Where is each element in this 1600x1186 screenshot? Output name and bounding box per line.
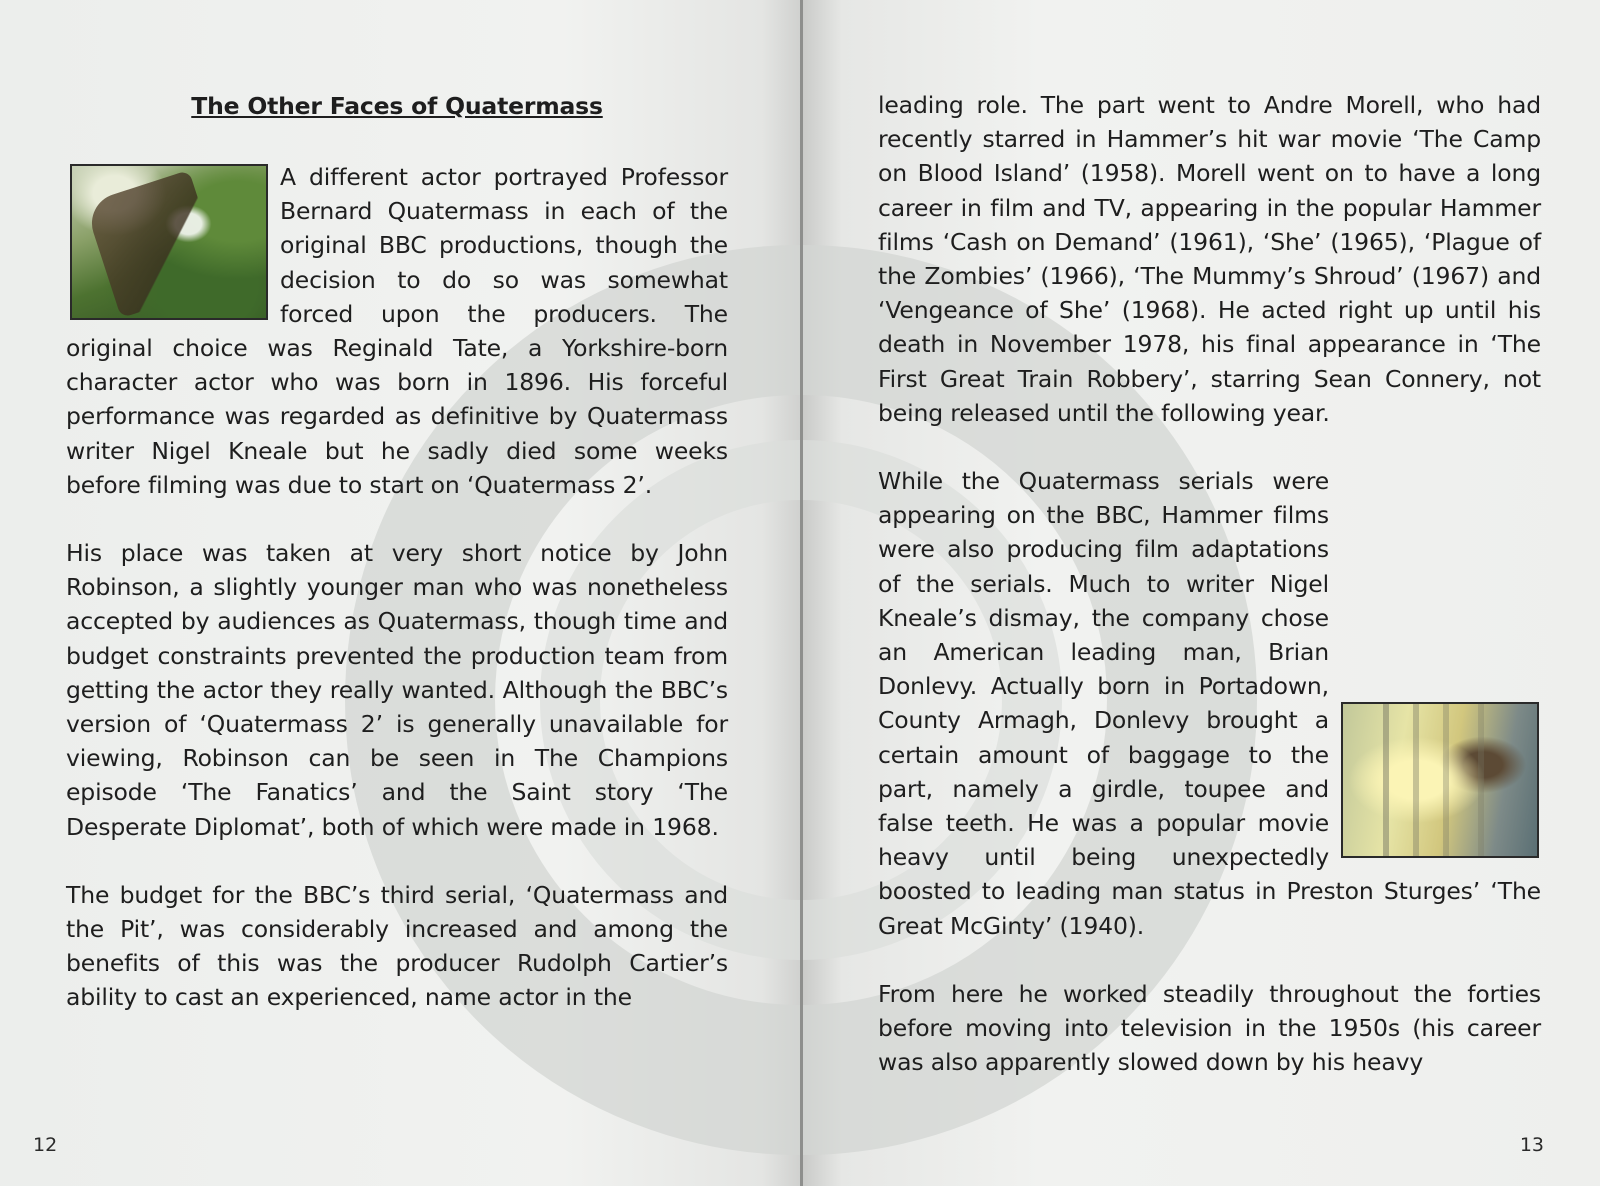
paragraph-text: A different actor portrayed Professor Bernard Quatermass in each of the original BBC productions, though the decision to do so was somewhat forced upon the producers. The original choice was Reginald Tate, a Yorkshire-born character actor who was born in 1896. His forceful performance was regarded as definitive by Quatermass writer Nigel Kneale but he sadly died some weeks before filming was due to start on ‘Quatermass 2’. <box>66 163 728 499</box>
book-gutter <box>800 0 803 1186</box>
paragraph: From here he worked steadily throughout the forties before moving into television in the 1950s (his career was also apparently slowed down by his heavy <box>878 979 1541 1077</box>
page-number: 13 <box>1519 1134 1544 1156</box>
paragraph: His place was taken at very short notice by John Robinson, a slightly younger man who was nonetheless accepted by audiences as Quatermass, though time and budget constraints prevented the production team from getting the actor they really wanted. Although the BBC’s version of ‘Quatermass 2’ is generally unavailable for viewing, Robinson can be seen in The Champions episode ‘The Fanatics’ and the Saint story ‘The Desperate Diplomat’, both of which were made in 1968. <box>66 539 728 841</box>
page-number: 12 <box>33 1134 58 1156</box>
quatermass-still-photo <box>70 164 268 320</box>
paragraph <box>878 464 1541 943</box>
paragraph-text: While the Quatermass serials were appearing on the BBC, Hammer films were also producing film adaptations of the serials. Much to writer Nigel Kneale’s dismay, the company chose an American leading man, Brian Donlevy. Actually born in Portadown, County Armagh, Donlevy brought a certain amount of baggage to the part, namely a girdle, toupee and false teeth. He was a popular movie heavy until being unexpectedly boosted to leading man status in Preston Sturges’ ‘The Great McGinty’ (1940). <box>878 467 1541 940</box>
paragraph: The budget for the BBC’s third serial, ‘Quatermass and the Pit’, was considerably increased and among the benefits of this was the producer Rudolph Cartier’s ability to cast an experienced, name actor in the <box>66 880 728 1012</box>
paragraph <box>66 160 728 502</box>
donlevy-still-photo <box>1341 702 1539 858</box>
article-title: The Other Faces of Quatermass <box>191 92 603 120</box>
paragraph: leading role. The part went to Andre Morell, who had recently starred in Hammer’s hit war movie ‘The Camp on Blood Island’ (1958). Morell went on to have a long career in film and TV, appearing in the popular Hammer films ‘Cash on Demand’ (1961), ‘She’ (1965), ‘Plague of the Zombies’ (1966), ‘The Mummy’s Shroud’ (1967) and ‘Vengeance of She’ (1968). He acted right up until his death in November 1978, his final appearance in ‘The First Great Train Robbery’, starring Sean Connery, not being released until the following year. <box>878 91 1541 427</box>
right-page <box>802 0 1600 1186</box>
